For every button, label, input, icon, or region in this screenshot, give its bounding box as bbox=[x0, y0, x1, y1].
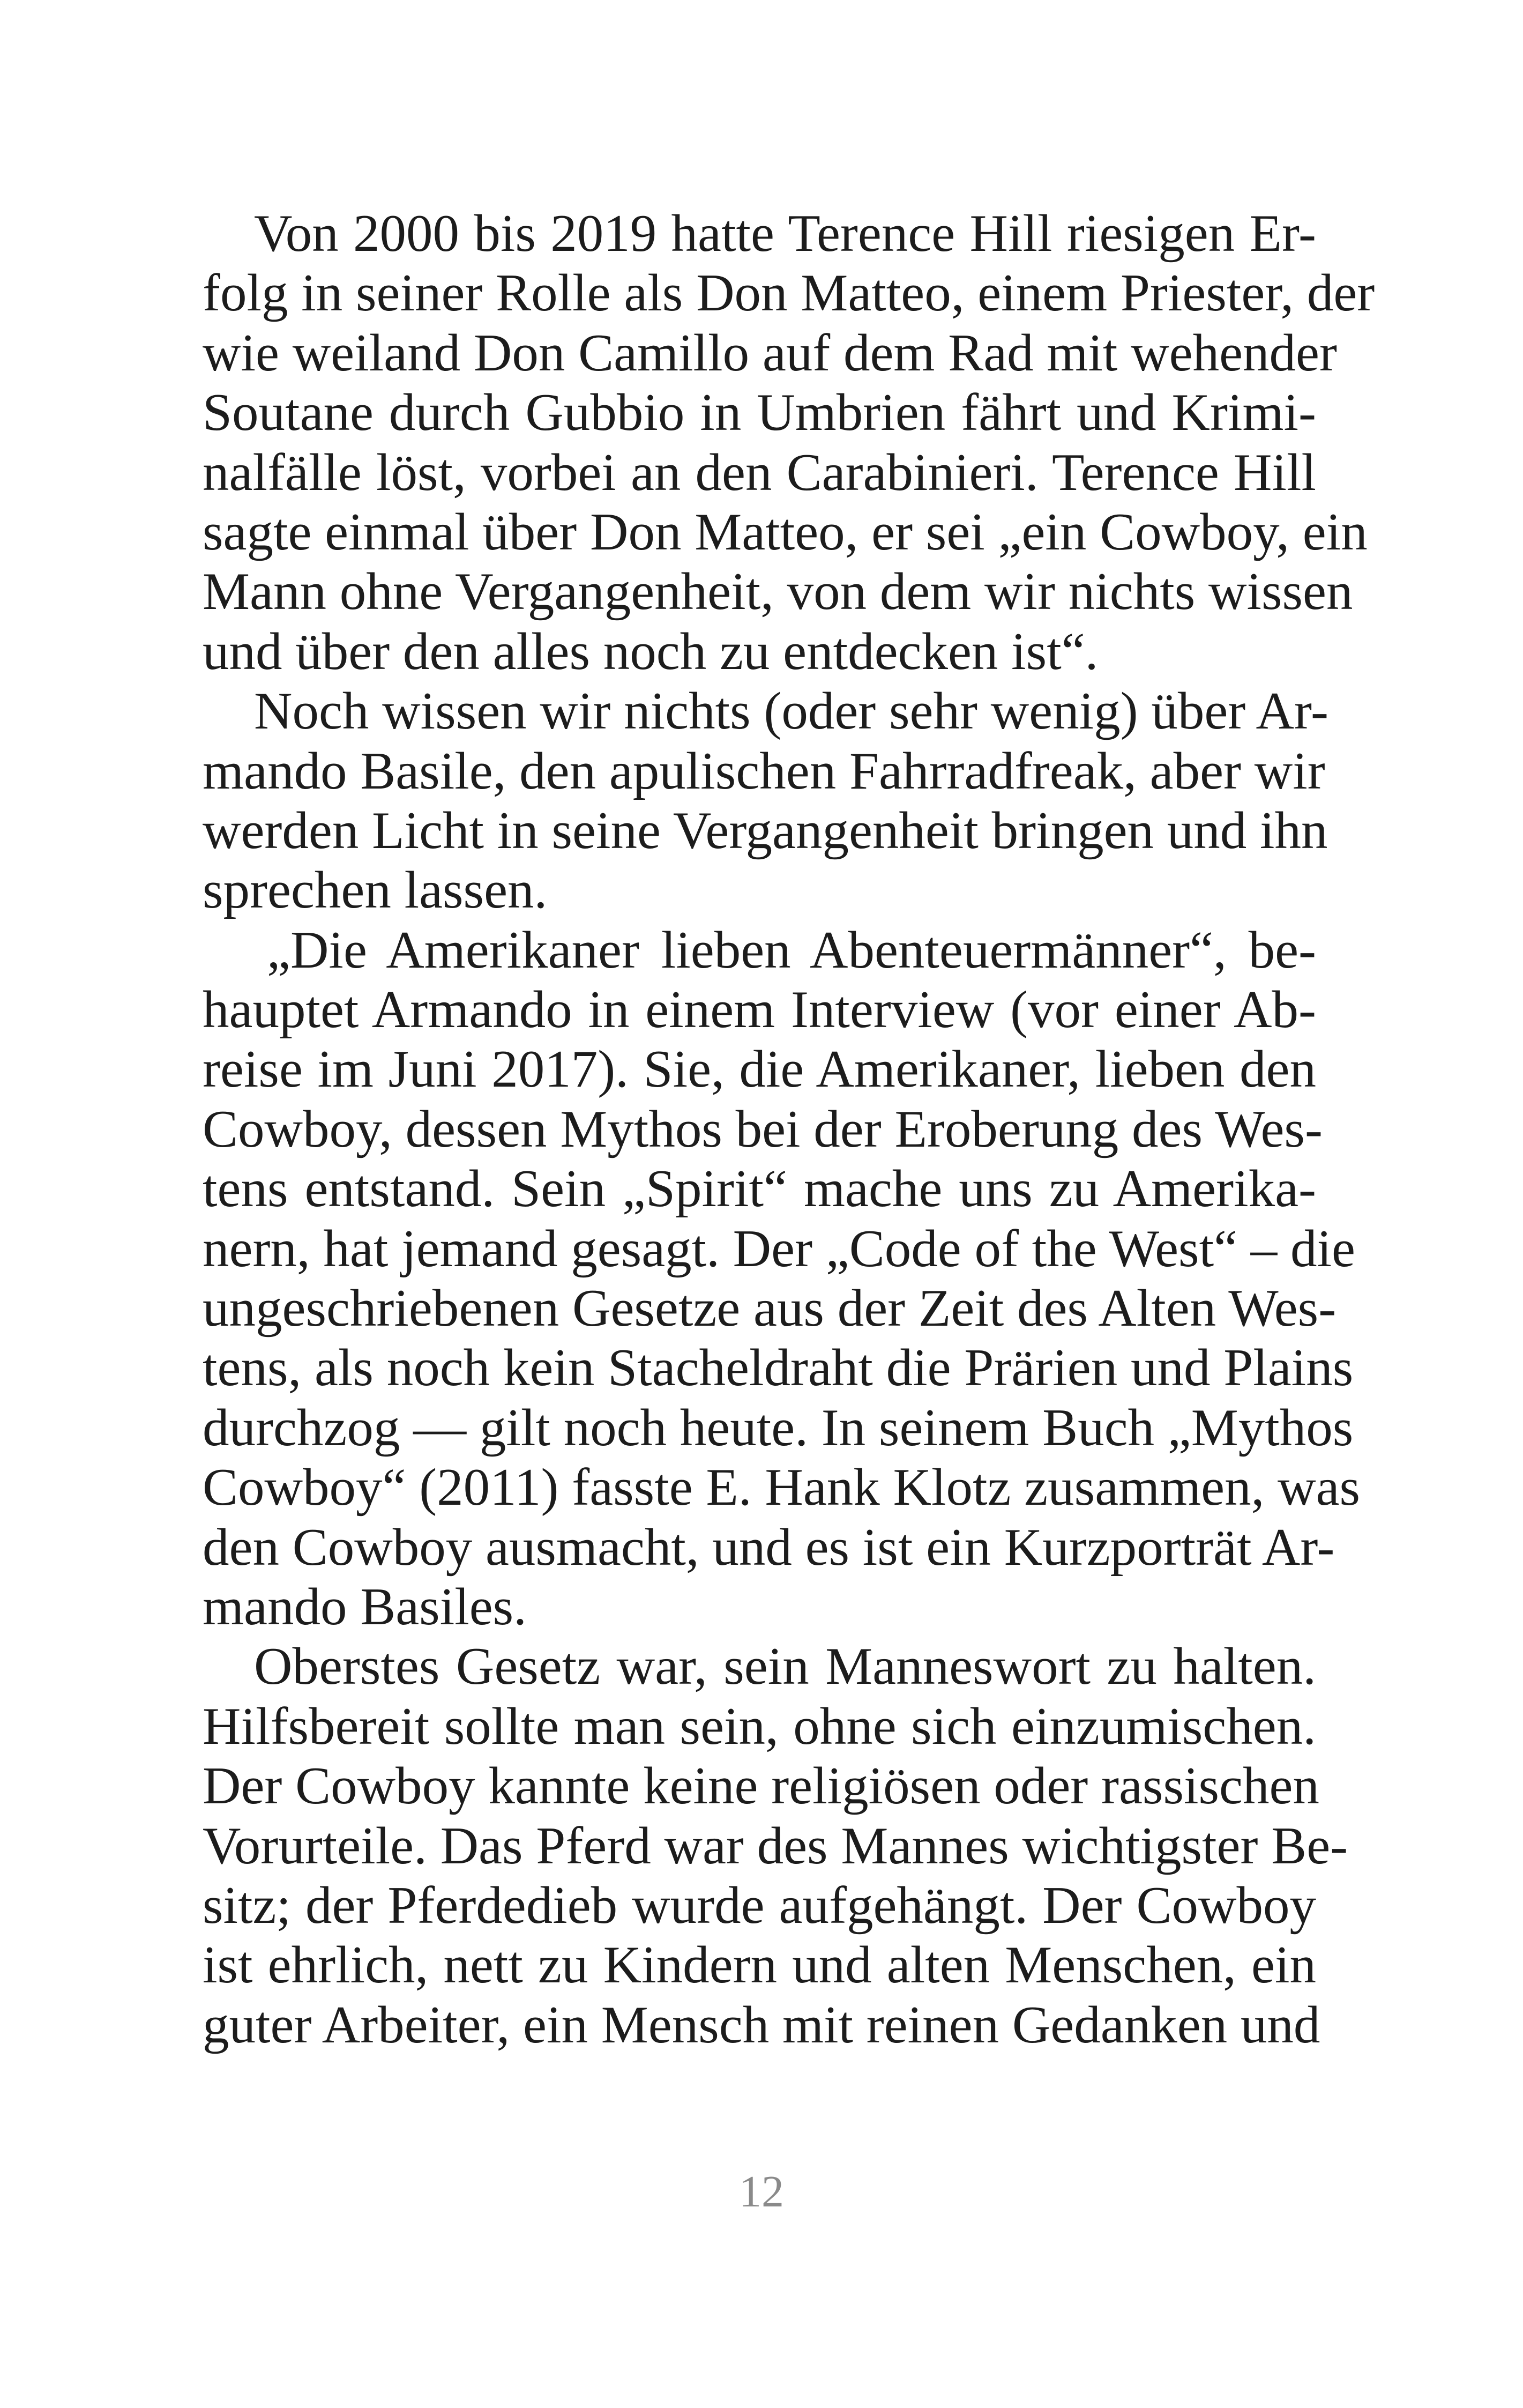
text-line: durchzog — gilt noch heute. In seinem Buch „Mythos bbox=[203, 1398, 1354, 1457]
text-line: tens entstand. Sein „Spirit“ mache uns zu Amerika- bbox=[203, 1160, 1316, 1218]
text-line: reise im Juni 2017). Sie, die Amerikaner, lieben den bbox=[203, 1040, 1316, 1099]
text-line: und über den alles noch zu entdecken ist“. bbox=[203, 622, 1099, 681]
text-line: „Die Amerikaner lieben Abenteuermänner“, be- bbox=[267, 920, 1316, 979]
text-line: Vorurteile. Das Pferd war des Mannes wichtigster Be- bbox=[203, 1816, 1348, 1875]
text-line: guter Arbeiter, ein Mensch mit reinen Gedanken und bbox=[203, 1995, 1320, 2054]
text-line: Oberstes Gesetz war, sein Manneswort zu halten. bbox=[254, 1637, 1316, 1696]
text-line: ungeschriebenen Gesetze aus der Zeit des Alten Wes- bbox=[203, 1279, 1337, 1338]
text-line: Cowboy“ (2011) fasste E. Hank Klotz zusammen, was bbox=[203, 1458, 1361, 1517]
text-line: Soutane durch Gubbio in Umbrien fährt und Krimi- bbox=[203, 383, 1316, 442]
text-line: Hilfsbereit sollte man sein, ohne sich einzumischen. bbox=[203, 1697, 1316, 1756]
paragraph-2 bbox=[203, 681, 1328, 920]
text-line: mando Basiles. bbox=[203, 1577, 527, 1636]
text-line: werden Licht in seine Vergangenheit bringen und ihn bbox=[203, 801, 1328, 860]
paragraph-1 bbox=[203, 204, 1375, 681]
text-line: Mann ohne Vergangenheit, von dem wir nichts wissen bbox=[203, 562, 1353, 621]
text-line: tens, als noch kein Stacheldraht die Prärien und Plains bbox=[203, 1339, 1354, 1398]
text-line: folg in seiner Rolle als Don Matteo, einem Priester, der bbox=[203, 264, 1375, 323]
page-number: 12 bbox=[739, 2167, 784, 2217]
text-line: ist ehrlich, nett zu Kindern und alten Menschen, ein bbox=[203, 1936, 1316, 1995]
text-line: nern, hat jemand gesagt. Der „Code of the West“ – die bbox=[203, 1219, 1355, 1278]
text-line: Cowboy, dessen Mythos bei der Eroberung des Wes- bbox=[203, 1099, 1323, 1158]
text-line: Von 2000 bis 2019 hatte Terence Hill riesigen Er- bbox=[254, 204, 1316, 263]
paragraph-3 bbox=[203, 920, 1361, 1637]
text-line: nalfälle löst, vorbei an den Carabinieri. Terence Hill bbox=[203, 443, 1316, 502]
paragraph-4 bbox=[203, 1637, 1348, 2055]
text-line: Der Cowboy kannte keine religiösen oder rassischen bbox=[203, 1757, 1319, 1816]
text-line: mando Basile, den apulischen Fahrradfreak, aber wir bbox=[203, 741, 1325, 800]
text-line: hauptet Armando in einem Interview (vor einer Ab- bbox=[203, 980, 1316, 1039]
text-line: sitz; der Pferdedieb wurde aufgehängt. Der Cowboy bbox=[203, 1876, 1316, 1935]
text-line: sagte einmal über Don Matteo, er sei „ein Cowboy, ein bbox=[203, 502, 1368, 561]
body-text bbox=[203, 204, 1375, 2055]
text-line: wie weiland Don Camillo auf dem Rad mit wehender bbox=[203, 323, 1337, 382]
text-line: Noch wissen wir nichts (oder sehr wenig) über Ar- bbox=[254, 682, 1328, 741]
text-line: sprechen lassen. bbox=[203, 861, 548, 920]
text-line: den Cowboy ausmacht, und es ist ein Kurzporträt Ar- bbox=[203, 1518, 1335, 1577]
